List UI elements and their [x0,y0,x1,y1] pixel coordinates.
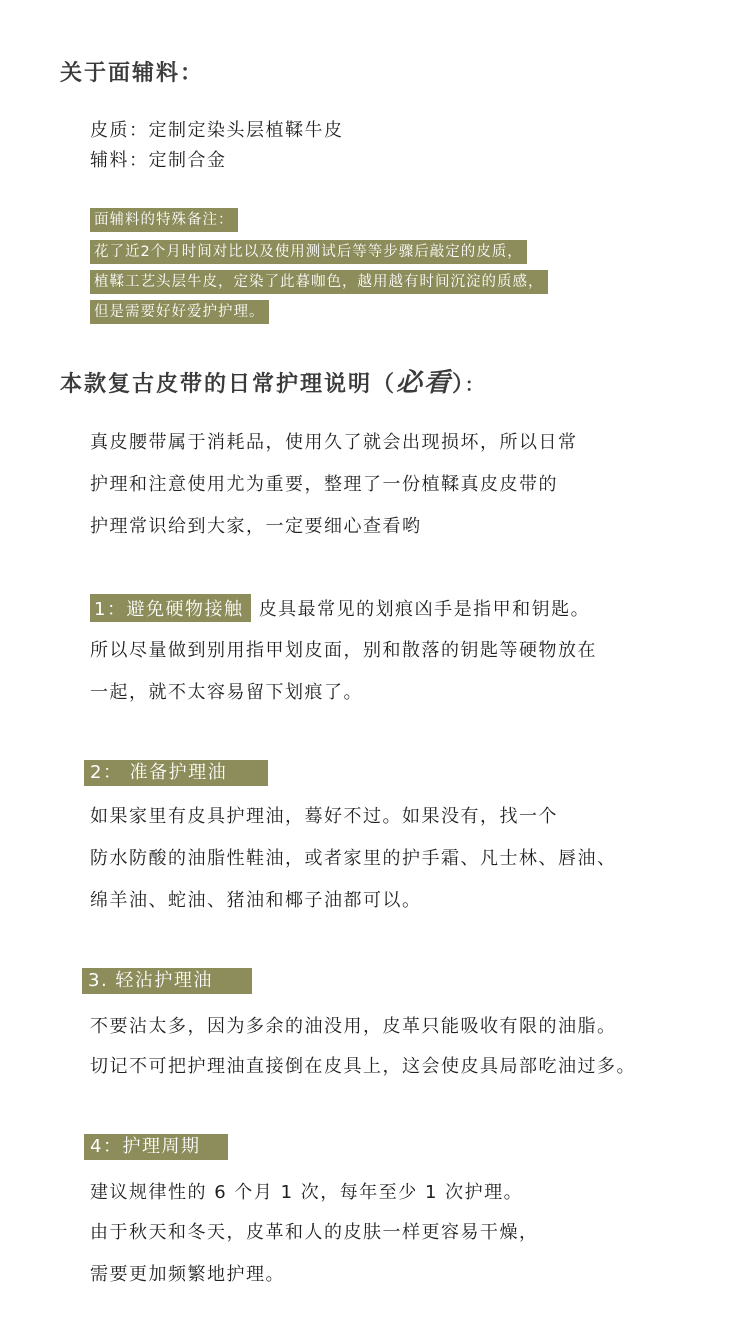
step-1-row [90,594,590,622]
intro-line-3: 护理常识给到大家，一定要细心查看哟 [90,516,422,537]
note-title: 面辅料的特殊备注： [90,208,238,232]
step-2-tag: 2： 准备护理油 [84,760,268,786]
step-2-line-3: 绵羊油、蛇油、猪油和椰子油都可以。 [90,890,422,911]
step-1-tag: 1：避免硬物接触 [90,594,251,622]
note-line-1: 花了近2个月时间对比以及使用测试后等等步骤后敲定的皮质， [90,240,527,264]
step-2-line-2: 防水防酸的油脂性鞋油，或者家里的护手霜、凡士林、唇油、 [90,848,617,869]
step-4-tag: 4：护理周期 [84,1134,228,1160]
intro-line-2: 护理和注意使用尤为重要，整理了一份植鞣真皮皮带的 [90,474,558,495]
step-1-first-line: 皮具最常见的划痕凶手是指甲和钥匙。 [258,599,591,620]
materials-heading: 关于面辅料： [60,61,205,86]
step-4-line-1: 建议规律性的 6 个月 1 次，每年至少 1 次护理。 [90,1182,524,1203]
step-3-tag: 3. 轻沾护理油 [82,968,252,994]
step-1-line-1: 所以尽量做到别用指甲划皮面，别和散落的钥匙等硬物放在 [90,640,597,661]
note-line-2: 植鞣工艺头层牛皮，定染了此暮咖色，越用越有时间沉淀的质感， [90,270,548,294]
step-3-line-2: 切记不可把护理油直接倒在皮具上，这会使皮具局部吃油过多。 [90,1056,636,1077]
intro-line-1: 真皮腰带属于消耗品，使用久了就会出现损坏，所以日常 [90,432,578,453]
care-heading-colon: ： [465,375,486,396]
step-2-line-1: 如果家里有皮具护理油，蓦好不过。如果没有，找一个 [90,806,558,827]
care-heading [60,362,485,399]
care-heading-emphasis: 必看 [396,368,453,398]
care-heading-end: ） [452,372,466,397]
care-heading-main: 本款复古皮带的日常护理说明（ [60,372,397,397]
step-4-line-2: 由于秋天和冬天，皮革和人的皮肤一样更容易干燥， [90,1222,539,1243]
note-line-3: 但是需要好好爱护护理。 [90,300,269,324]
leather-spec: 皮质：定制定染头层植鞣牛皮 [90,120,344,141]
hardware-spec: 辅料：定制合金 [90,150,227,171]
step-4-line-3: 需要更加频繁地护理。 [90,1264,285,1285]
step-3-line-1: 不要沾太多，因为多余的油没用，皮革只能吸收有限的油脂。 [90,1016,617,1037]
step-1-line-2: 一起，就不太容易留下划痕了。 [90,682,363,703]
